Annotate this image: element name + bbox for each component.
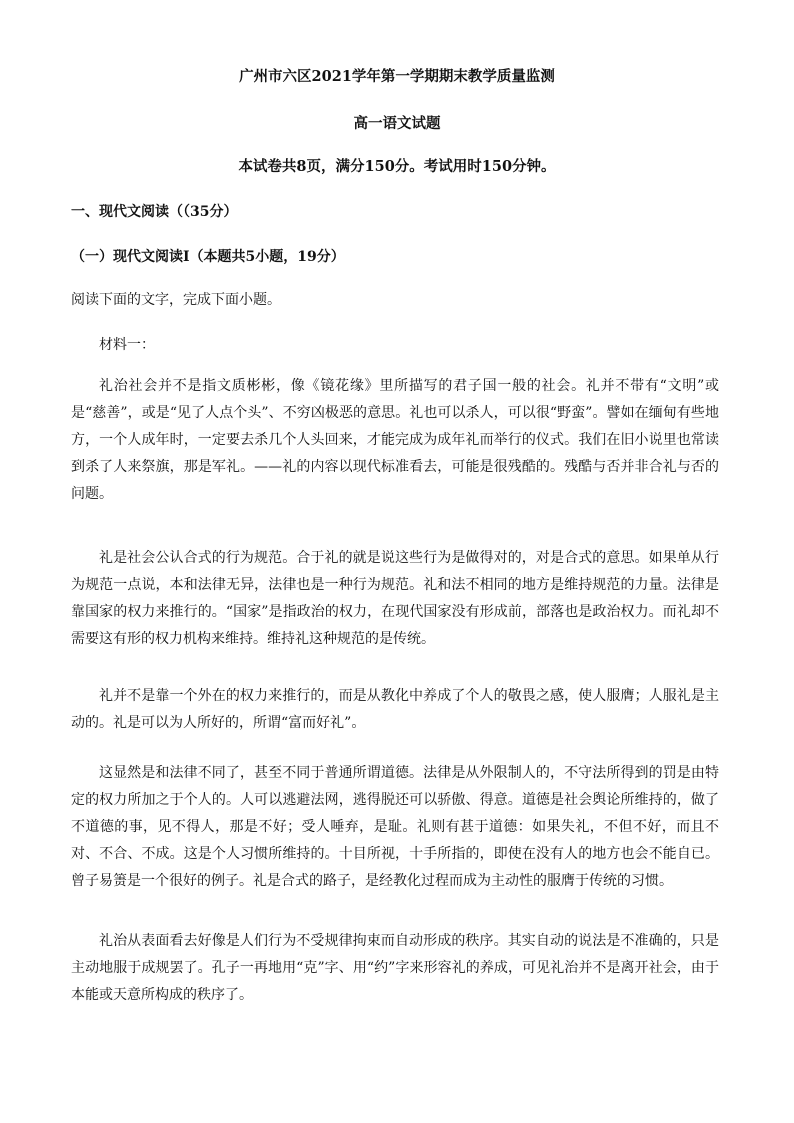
subsection-heading: （一）现代文阅读Ⅰ（本题共5小题，19分） (71, 249, 345, 265)
paragraph-4: 这显然是和法律不同了，甚至不同于普通所谓道德。法律是从外限制人的，不守法所得到的罚是由特定的权力所加之于个人的。人可以逃避法网，逃得脱还可以骄傲、得意。道德是社会舆论所维持的，做了不道德的事，见不得人，那是不好；受人唾弃，是耻。礼则有甚于道德：如果失礼，不但不好，而且不对、不合、不成。这是个人习惯所维持的。十目所视，十手所指的，即使在没有人的地方也会不能自已。曾子易箦是一个很好的例子。礼是合式的路子，是经教化过程而成为主动性的服膺于传统的习惯。 (71, 765, 719, 889)
exam-title: 广州市六区2021学年第一学期期末教学质量监测 (239, 68, 555, 85)
paragraph-2: 礼是社会公认合式的行为规范。合于礼的就是说这些行为是做得对的，对是合式的意思。如果单从行为规范一点说，本和法律无异，法律也是一种行为规范。礼和法不相同的地方是维持规范的力量。法律是靠国家的权力来推行的。“国家”是指政治的权力，在现代国家没有形成前，部落也是政治权力。而礼却不需要这有形的权力机构来维持。维持礼这种规范的是传统。 (71, 550, 719, 647)
exam-info: 本试卷共8页，满分150分。考试用时150分钟。 (238, 158, 556, 175)
subject-title: 高一语文试题 (353, 115, 441, 132)
material-label: 材料一： (99, 337, 155, 353)
instruction-text: 阅读下面的文字，完成下面小题。 (71, 292, 281, 308)
paragraph-1: 礼治社会并不是指文质彬彬，像《镜花缘》里所描写的君子国一般的社会。礼并不带有“文明”或是“慈善”，或是“见了人点个头”、不穷凶极恶的意思。礼也可以杀人，可以很“野蛮”。譬如在缅甸有些地方，一个人成年时，一定要去杀几个人头回来，才能完成为成年礼而举行的仪式。我们在旧小说里也常读到杀了人来祭旗，那是军礼。——礼的内容以现代标准看去，可能是很残酷的。残酷与否并非合礼与否的问题。 (71, 378, 719, 502)
paragraph-3: 礼并不是靠一个外在的权力来推行的，而是从教化中养成了个人的敬畏之感，使人服膺；人服礼是主动的。礼是可以为人所好的，所谓“富而好礼”。 (71, 688, 719, 731)
paragraph-5: 礼治从表面看去好像是人们行为不受规律拘束而自动形成的秩序。其实自动的说法是不准确的，只是主动地服于成规罢了。孔子一再地用“克”字、用“约”字来形容礼的养成，可见礼治并不是离开社会，由于本能或天意所构成的秩序了。 (71, 933, 719, 1003)
section-heading: 一、现代文阅读（（35分） (71, 204, 238, 220)
